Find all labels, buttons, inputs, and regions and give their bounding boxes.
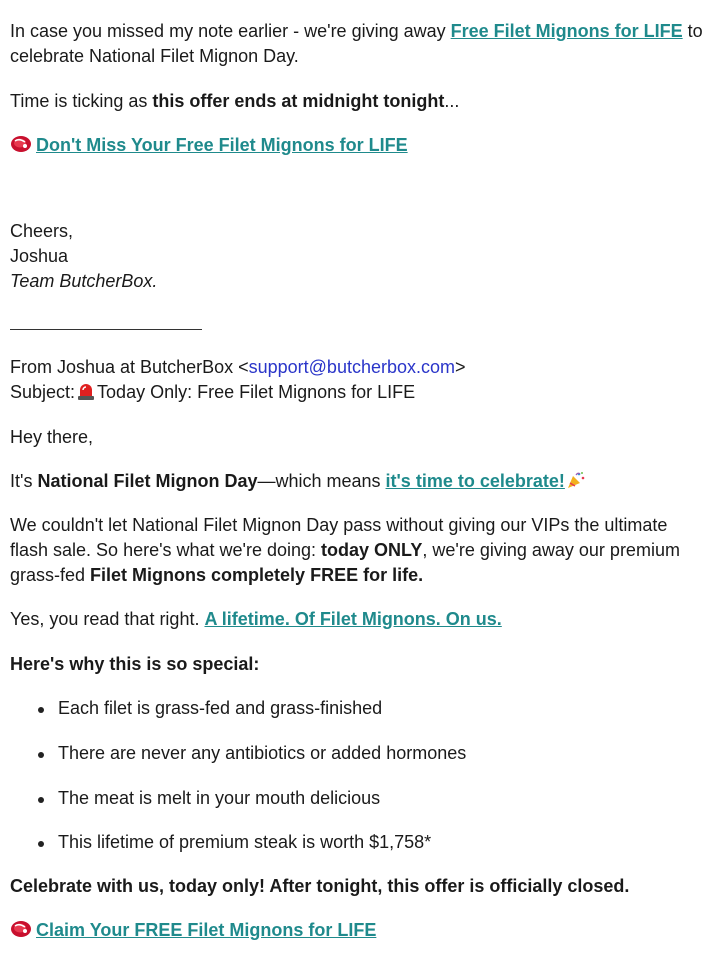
offer-text-3: grass-fed [10, 565, 91, 585]
list-item: Each filet is grass-fed and grass-finished [58, 698, 383, 718]
from-text-end: > [455, 357, 466, 377]
claim-link[interactable]: Claim Your FREE Filet Mignons for LIFE [36, 920, 377, 940]
celebrate-bold: National Filet Mignon Day [37, 471, 258, 491]
bullet-dot [38, 797, 44, 803]
steak-icon [10, 919, 32, 939]
bullet-dot [38, 841, 44, 847]
lifetime-line [10, 607, 502, 631]
bullet-dot [38, 707, 44, 713]
divider [10, 329, 202, 330]
sender-email-link[interactable]: support@butcherbox.com [248, 357, 456, 377]
greeting: Hey there, [10, 427, 94, 447]
signoff-name: Joshua [10, 246, 69, 266]
list-item: There are never any antibiotics or added hormones [58, 743, 467, 763]
steak-icon [10, 134, 32, 154]
intro-line-2: celebrate National Filet Mignon Day. [10, 46, 299, 66]
closing-bold: Celebrate with us, today only! After tonight, this offer is officially closed. [10, 876, 630, 896]
ticking-bold: this offer ends at midnight tonight [152, 91, 445, 111]
ticking-ellipsis: ... [444, 91, 460, 111]
signoff-cheers: Cheers, [10, 221, 74, 241]
list-item: This lifetime of premium steak is worth $1,758* [58, 832, 432, 852]
list-item: The meat is melt in your mouth delicious [58, 788, 381, 808]
offer-bold: today ONLY [321, 540, 423, 560]
party-popper-icon [566, 470, 586, 490]
intro-line-1 [10, 19, 703, 43]
ticking-text: Time is ticking as [10, 91, 153, 111]
lifetime-link[interactable]: A lifetime. Of Filet Mignons. On us. [204, 609, 502, 629]
offer-bold-2: Filet Mignons completely FREE for life. [90, 565, 424, 585]
special-heading [10, 652, 259, 676]
bullet-dot [38, 752, 44, 758]
lifetime-text: Yes, you read that right. [10, 609, 205, 629]
cta-line-top [10, 133, 408, 157]
subject-label: Subject: [10, 382, 76, 402]
offer-line-1: We couldn't let National Filet Mignon Day pass without giving our VIPs the ultimate [10, 515, 668, 535]
celebrate-text: It's [10, 471, 38, 491]
offer-line-3 [10, 563, 423, 587]
ticking-line [10, 89, 459, 113]
offer-text-2: , we're giving away our premium [422, 540, 680, 560]
celebrate-text-2: —which means [257, 471, 386, 491]
closing-line [10, 874, 629, 898]
subject-text: Today Only: Free Filet Mignons for LIFE [97, 382, 416, 402]
intro-text: to [682, 21, 703, 41]
subject-line [10, 380, 415, 404]
intro-text: In case you missed my note earlier - we're giving away [10, 21, 451, 41]
siren-icon [76, 381, 96, 401]
special-heading-text: Here's why this is so special: [10, 654, 260, 674]
signoff-team-text: Team ButcherBox. [10, 271, 158, 291]
celebrate-line [10, 469, 587, 493]
signoff-team [10, 269, 157, 293]
free-filet-link[interactable]: Free Filet Mignons for LIFE [450, 21, 683, 41]
from-line [10, 355, 466, 379]
offer-text: flash sale. So here's what we're doing: [10, 540, 322, 560]
celebrate-link[interactable]: it's time to celebrate! [385, 471, 565, 491]
cta-line-bottom [10, 918, 376, 942]
dont-miss-link[interactable]: Don't Miss Your Free Filet Mignons for LIFE [36, 135, 408, 155]
from-text: From Joshua at ButcherBox < [10, 357, 249, 377]
offer-line-2 [10, 538, 680, 562]
